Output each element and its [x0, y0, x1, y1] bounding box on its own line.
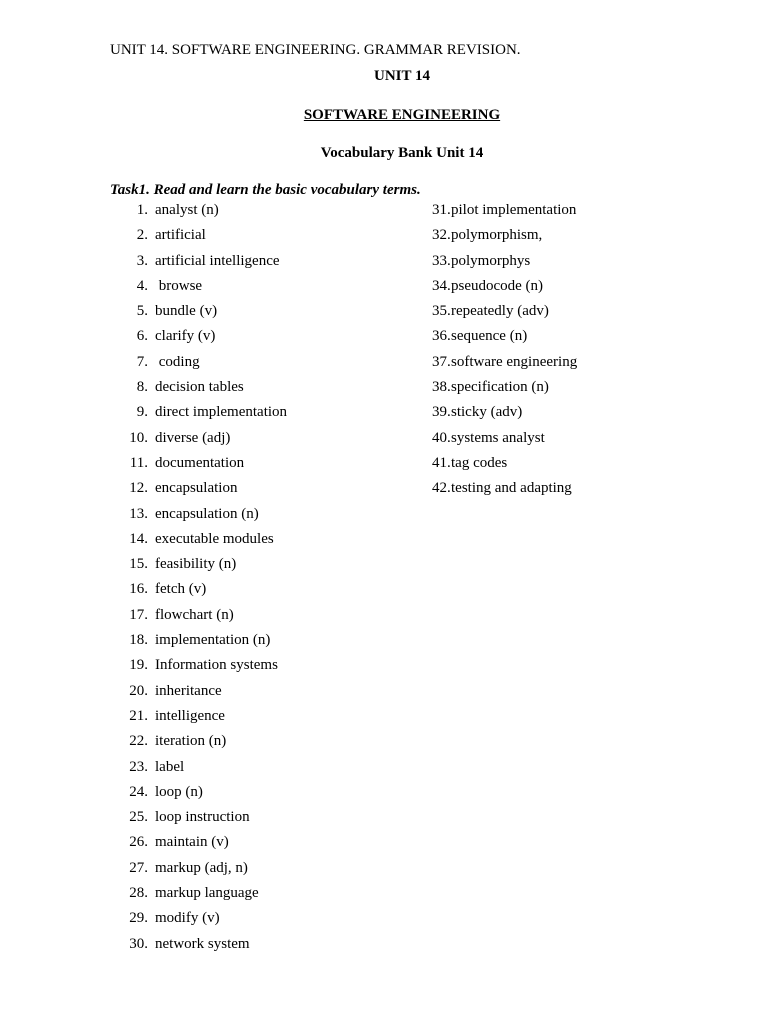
item-term: fetch (v): [155, 581, 207, 598]
vocabulary-item: [110, 784, 430, 809]
vocabulary-item: [110, 556, 430, 581]
item-number: 36.: [432, 328, 451, 345]
item-term: specification (n): [451, 379, 549, 396]
item-term: implementation (n): [155, 632, 271, 649]
item-number: 19.: [129, 657, 148, 674]
vocabulary-item: [110, 404, 430, 429]
item-number: 34.: [432, 277, 451, 294]
task-instruction: Task1. Read and learn the basic vocabulary terms.: [110, 182, 421, 198]
item-number: 10.: [129, 429, 148, 446]
item-number: 18.: [129, 632, 148, 649]
item-term: inheritance: [155, 682, 222, 699]
item-term: markup language: [155, 885, 259, 902]
item-term: testing and adapting: [451, 480, 572, 497]
item-number: 32.: [432, 227, 451, 244]
item-number: 16.: [129, 581, 148, 598]
vocabulary-item: [110, 227, 430, 252]
unit-title: UNIT 14: [374, 68, 430, 84]
item-number: 23.: [129, 758, 148, 775]
vocabulary-item: [432, 253, 732, 278]
vocabulary-item: [432, 379, 732, 404]
item-number: 35.: [432, 303, 451, 320]
item-term: sequence (n): [451, 328, 528, 345]
item-term: bundle (v): [155, 303, 218, 320]
item-term: loop (n): [155, 783, 203, 800]
vocabulary-bank-title: Vocabulary Bank Unit 14: [320, 145, 484, 161]
vocabulary-item: [110, 379, 430, 404]
item-term: polymorphism,: [451, 227, 543, 244]
vocabulary-item: [110, 278, 430, 303]
item-number: 11.: [129, 454, 148, 471]
vocabulary-item: [110, 455, 430, 480]
running-header: UNIT 14. SOFTWARE ENGINEERING. GRAMMAR REVISION.: [110, 42, 521, 58]
item-number: 13.: [129, 505, 148, 522]
item-number: 14.: [129, 530, 148, 547]
vocabulary-item: [110, 834, 430, 859]
vocabulary-item: [110, 657, 430, 682]
vocabulary-item: [432, 354, 732, 379]
vocabulary-item: [110, 683, 430, 708]
item-number: 33.: [432, 252, 451, 269]
item-term: maintain (v): [155, 834, 229, 851]
item-term: decision tables: [155, 379, 244, 396]
item-term: documentation: [155, 454, 245, 471]
item-number: 21.: [129, 707, 148, 724]
vocabulary-item: [110, 430, 430, 455]
vocabulary-item: [432, 202, 732, 227]
item-term: network system: [155, 935, 250, 952]
vocabulary-item: [432, 404, 732, 429]
item-term: intelligence: [155, 707, 225, 724]
item-term: sticky (adv): [451, 404, 523, 421]
vocabulary-item: [110, 910, 430, 935]
item-number: 39.: [432, 404, 451, 421]
vocabulary-item: [432, 328, 732, 353]
vocabulary-list-left: [110, 202, 430, 961]
vocabulary-item: [110, 809, 430, 834]
item-number: 1.: [136, 202, 148, 218]
item-term: artificial: [155, 227, 206, 244]
vocabulary-item: [110, 328, 430, 353]
item-number: 27.: [129, 859, 148, 876]
item-number: 29.: [129, 910, 148, 927]
vocabulary-item: [110, 581, 430, 606]
item-term: feasibility (n): [155, 556, 237, 573]
item-term: loop instruction: [155, 809, 250, 826]
item-term: repeatedly (adv): [451, 303, 549, 320]
vocabulary-item: [110, 531, 430, 556]
item-term: encapsulation (n): [155, 505, 259, 522]
vocabulary-item: [110, 354, 430, 379]
vocabulary-item: [432, 227, 732, 252]
vocabulary-item: [110, 885, 430, 910]
item-number: 20.: [129, 682, 148, 699]
vocabulary-item: [432, 430, 732, 455]
item-number: 17.: [129, 606, 148, 623]
vocabulary-item: [432, 455, 732, 480]
item-term: executable modules: [155, 530, 274, 547]
item-term: pseudocode (n): [451, 277, 544, 294]
item-number: 24.: [129, 783, 148, 800]
item-term: tag codes: [451, 454, 508, 471]
item-term: analyst (n): [155, 202, 219, 218]
item-term: modify (v): [155, 910, 220, 927]
vocabulary-item: [432, 303, 732, 328]
vocabulary-item: [432, 278, 732, 303]
vocabulary-item: [110, 733, 430, 758]
item-term: coding: [155, 353, 200, 370]
item-number: 3.: [136, 252, 148, 269]
item-term: software engineering: [451, 353, 578, 370]
item-number: 2.: [136, 227, 148, 244]
item-number: 5.: [136, 303, 148, 320]
item-number: 41.: [432, 454, 451, 471]
item-number: 31.: [432, 202, 451, 218]
vocabulary-item: [110, 759, 430, 784]
item-term: label: [155, 758, 185, 775]
item-number: 22.: [129, 733, 148, 750]
item-term: polymorphys: [451, 252, 531, 269]
item-number: 42.: [432, 480, 451, 497]
item-number: 38.: [432, 379, 451, 396]
item-term: encapsulation: [155, 480, 238, 497]
item-number: 15.: [129, 556, 148, 573]
vocabulary-item: [110, 607, 430, 632]
item-number: 30.: [129, 935, 148, 952]
item-term: diverse (adj): [155, 429, 231, 446]
item-term: Information systems: [155, 657, 278, 674]
item-term: browse: [155, 277, 203, 294]
item-term: pilot implementation: [451, 202, 577, 218]
vocabulary-item: [110, 253, 430, 278]
vocabulary-item: [110, 860, 430, 885]
item-number: 37.: [432, 353, 451, 370]
item-number: 6.: [136, 328, 148, 345]
item-term: flowchart (n): [155, 606, 234, 623]
item-number: 8.: [136, 379, 148, 396]
item-number: 25.: [129, 809, 148, 826]
item-term: artificial intelligence: [155, 252, 280, 269]
item-number: 12.: [129, 480, 148, 497]
item-number: 28.: [129, 885, 148, 902]
vocabulary-item: [110, 506, 430, 531]
item-number: 26.: [129, 834, 148, 851]
item-number: 40.: [432, 429, 451, 446]
item-number: 7.: [136, 353, 148, 370]
item-term: direct implementation: [155, 404, 288, 421]
item-term: systems analyst: [451, 429, 545, 446]
vocabulary-item: [110, 480, 430, 505]
item-term: iteration (n): [155, 733, 227, 750]
item-term: clarify (v): [155, 328, 216, 345]
section-title: SOFTWARE ENGINEERING: [303, 107, 501, 123]
vocabulary-list-right: [432, 202, 732, 506]
vocabulary-item: [110, 303, 430, 328]
vocabulary-item: [432, 480, 732, 505]
vocabulary-item: [110, 936, 430, 961]
item-number: 4.: [136, 277, 148, 294]
item-number: 9.: [136, 404, 148, 421]
vocabulary-item: [110, 632, 430, 657]
vocabulary-item: [110, 202, 430, 227]
item-term: markup (adj, n): [155, 859, 248, 876]
vocabulary-item: [110, 708, 430, 733]
